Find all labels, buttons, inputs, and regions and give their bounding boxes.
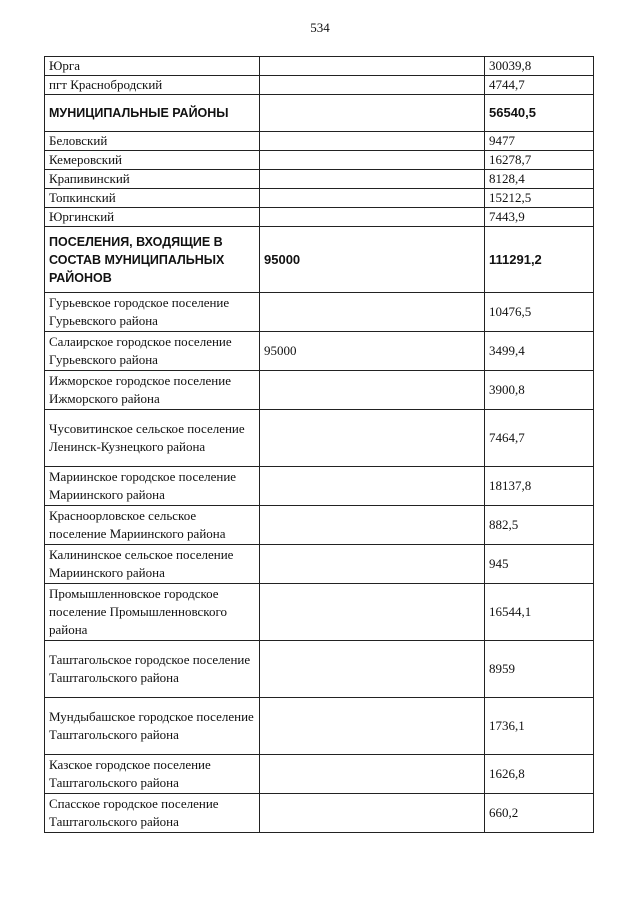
table-row bbox=[45, 208, 594, 227]
row-name-cell: Ижморское городское поселение Ижморского района bbox=[45, 371, 260, 410]
row-code-cell bbox=[260, 293, 485, 332]
row-amount-cell: 7443,9 bbox=[485, 208, 594, 227]
row-amount-cell: 8128,4 bbox=[485, 170, 594, 189]
row-amount-cell: 945 bbox=[485, 545, 594, 584]
table-row bbox=[45, 467, 594, 506]
row-code-cell bbox=[260, 467, 485, 506]
table-row bbox=[45, 151, 594, 170]
row-name-cell: Мундыбашское городское поселение Таштагольского района bbox=[45, 698, 260, 755]
table-row bbox=[45, 545, 594, 584]
table-row bbox=[45, 293, 594, 332]
table-row bbox=[45, 584, 594, 641]
row-amount-cell: 111291,2 bbox=[485, 227, 594, 293]
table-row bbox=[45, 227, 594, 293]
row-code-cell bbox=[260, 641, 485, 698]
row-amount-cell: 4744,7 bbox=[485, 76, 594, 95]
row-name-cell: Беловский bbox=[45, 132, 260, 151]
table-row bbox=[45, 57, 594, 76]
row-code-cell bbox=[260, 410, 485, 467]
row-amount-cell: 3499,4 bbox=[485, 332, 594, 371]
row-name-cell: Красноорловское сельское поселение Мариинского района bbox=[45, 506, 260, 545]
row-name-cell: Гурьевское городское поселение Гурьевского района bbox=[45, 293, 260, 332]
table-row bbox=[45, 332, 594, 371]
table-row bbox=[45, 698, 594, 755]
row-name-cell: Таштагольское городское поселение Таштагольского района bbox=[45, 641, 260, 698]
row-name-cell: Промышленновское городское поселение Промышленновского района bbox=[45, 584, 260, 641]
row-code-cell: 95000 bbox=[260, 332, 485, 371]
table-row bbox=[45, 76, 594, 95]
row-code-cell bbox=[260, 170, 485, 189]
row-amount-cell: 1626,8 bbox=[485, 755, 594, 794]
row-name-cell: Кемеровский bbox=[45, 151, 260, 170]
row-amount-cell: 660,2 bbox=[485, 794, 594, 833]
row-name-cell: Казское городское поселение Таштагольского района bbox=[45, 755, 260, 794]
table-row bbox=[45, 410, 594, 467]
row-amount-cell: 3900,8 bbox=[485, 371, 594, 410]
row-name-cell: Крапивинский bbox=[45, 170, 260, 189]
row-code-cell bbox=[260, 57, 485, 76]
row-amount-cell: 1736,1 bbox=[485, 698, 594, 755]
row-name-cell: Салаирское городское поселение Гурьевского района bbox=[45, 332, 260, 371]
row-code-cell bbox=[260, 132, 485, 151]
budget-table bbox=[44, 56, 594, 833]
table-row bbox=[45, 132, 594, 151]
row-amount-cell: 16544,1 bbox=[485, 584, 594, 641]
row-amount-cell: 15212,5 bbox=[485, 189, 594, 208]
table-row bbox=[45, 371, 594, 410]
row-code-cell bbox=[260, 95, 485, 132]
table-row bbox=[45, 506, 594, 545]
row-code-cell bbox=[260, 371, 485, 410]
table-row bbox=[45, 170, 594, 189]
page-number: 534 bbox=[310, 20, 330, 35]
row-code-cell bbox=[260, 208, 485, 227]
row-code-cell bbox=[260, 189, 485, 208]
table-row bbox=[45, 189, 594, 208]
table-row bbox=[45, 641, 594, 698]
row-code-cell bbox=[260, 584, 485, 641]
row-amount-cell: 16278,7 bbox=[485, 151, 594, 170]
row-code-cell bbox=[260, 755, 485, 794]
row-code-cell bbox=[260, 545, 485, 584]
row-code-cell bbox=[260, 506, 485, 545]
row-name-cell: пгт Краснобродский bbox=[45, 76, 260, 95]
row-name-cell: Чусовитинское сельское поселение Ленинск-Кузнецкого района bbox=[45, 410, 260, 467]
row-name-cell: МУНИЦИПАЛЬНЫЕ РАЙОНЫ bbox=[45, 95, 260, 132]
table-body bbox=[45, 57, 594, 833]
table-row bbox=[45, 794, 594, 833]
row-amount-cell: 18137,8 bbox=[485, 467, 594, 506]
row-name-cell: Юрга bbox=[45, 57, 260, 76]
row-code-cell: 95000 bbox=[260, 227, 485, 293]
table-row bbox=[45, 95, 594, 132]
row-amount-cell: 9477 bbox=[485, 132, 594, 151]
row-name-cell: Юргинский bbox=[45, 208, 260, 227]
row-code-cell bbox=[260, 76, 485, 95]
row-name-cell: Спасское городское поселение Таштагольского района bbox=[45, 794, 260, 833]
row-amount-cell: 882,5 bbox=[485, 506, 594, 545]
row-amount-cell: 30039,8 bbox=[485, 57, 594, 76]
row-name-cell: Мариинское городское поселение Мариинского района bbox=[45, 467, 260, 506]
row-name-cell: ПОСЕЛЕНИЯ, ВХОДЯЩИЕ В СОСТАВ МУНИЦИПАЛЬНЫХ РАЙОНОВ bbox=[45, 227, 260, 293]
row-code-cell bbox=[260, 794, 485, 833]
row-amount-cell: 10476,5 bbox=[485, 293, 594, 332]
row-code-cell bbox=[260, 151, 485, 170]
row-name-cell: Калининское сельское поселение Мариинского района bbox=[45, 545, 260, 584]
row-code-cell bbox=[260, 698, 485, 755]
row-amount-cell: 8959 bbox=[485, 641, 594, 698]
table-row bbox=[45, 755, 594, 794]
row-name-cell: Топкинский bbox=[45, 189, 260, 208]
row-amount-cell: 7464,7 bbox=[485, 410, 594, 467]
row-amount-cell: 56540,5 bbox=[485, 95, 594, 132]
